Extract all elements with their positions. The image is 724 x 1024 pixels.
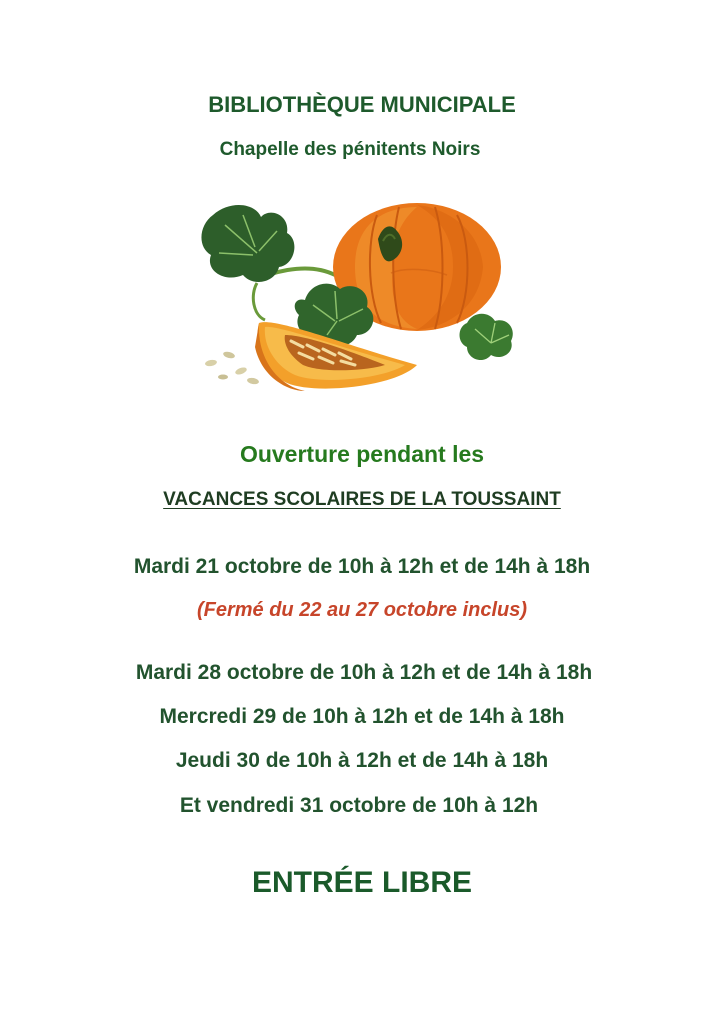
- pumpkin-icon: [195, 195, 525, 395]
- schedule-day-1: Mardi 21 octobre de 10h à 12h et de 14h à 18h: [133, 555, 591, 578]
- schedule-day-2: Mardi 28 octobre de 10h à 12h et de 14h à 18h: [135, 661, 593, 684]
- library-title: BIBLIOTHÈQUE MUNICIPALE: [208, 92, 516, 117]
- schedule-day-4: Jeudi 30 de 10h à 12h et de 14h à 18h: [175, 749, 549, 772]
- opening-heading: Ouverture pendant les: [239, 441, 485, 467]
- schedule-day-3: Mercredi 29 de 10h à 12h et de 14h à 18h: [159, 705, 565, 728]
- closed-note: (Fermé du 22 au 27 octobre inclus): [196, 599, 528, 621]
- library-subtitle: Chapelle des pénitents Noirs: [219, 139, 481, 160]
- holidays-heading: VACANCES SCOLAIRES DE LA TOUSSAINT: [163, 489, 561, 510]
- schedule-day-5: Et vendredi 31 octobre de 10h à 12h: [179, 794, 539, 817]
- free-entry-label: ENTRÉE LIBRE: [251, 866, 473, 899]
